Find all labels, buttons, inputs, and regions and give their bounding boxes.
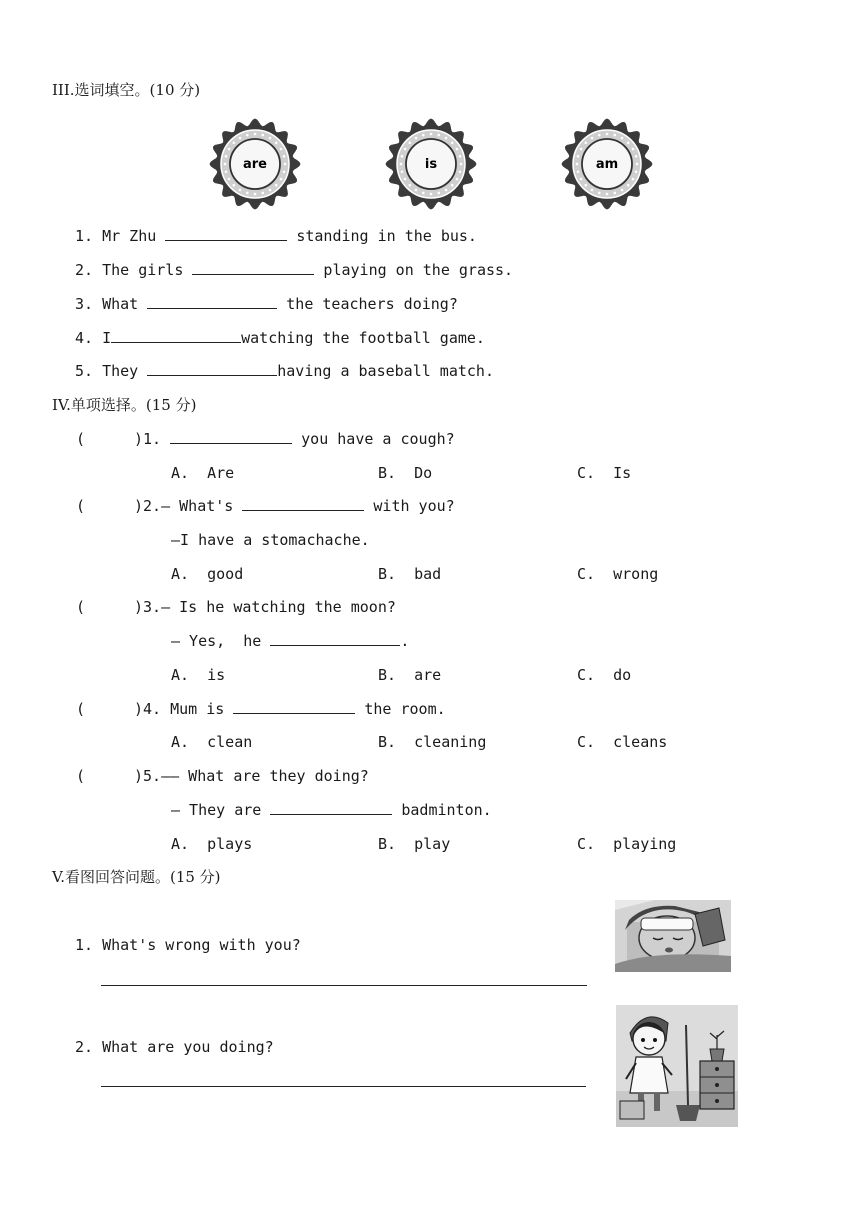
badge-dot [232, 141, 235, 144]
item-number: 2. [75, 1038, 94, 1056]
word-badge-text: is [424, 157, 438, 172]
option-c[interactable]: C. cleans [577, 733, 668, 751]
badge-dot [239, 189, 242, 192]
badge-dot [606, 133, 609, 136]
badge-dot [584, 141, 587, 144]
item-text-before: What [102, 295, 148, 313]
badge-dot [627, 141, 630, 144]
badge-dot [239, 137, 242, 140]
badge-dot [275, 141, 278, 144]
question-text-after: you have a cough? [292, 430, 455, 448]
badge-dot [261, 134, 264, 137]
question-text-after: badminton. [392, 801, 492, 819]
badge-dot [635, 170, 638, 173]
badge-dot [401, 155, 404, 158]
badge-dot [591, 189, 594, 192]
option-c[interactable]: C. wrong [577, 565, 659, 583]
option-a[interactable]: A. Are [171, 464, 235, 482]
word-badge-am [561, 118, 653, 210]
paren-close: ) [134, 598, 144, 616]
badge-dot [224, 163, 227, 166]
paren-open: ( [76, 430, 86, 448]
badge-dot [225, 170, 228, 173]
option-c[interactable]: C. Is [577, 464, 632, 482]
badge-dot [577, 155, 580, 158]
badge-dot [445, 189, 448, 192]
mc-question-2 [134, 496, 455, 516]
badge-dot [404, 178, 407, 181]
word-badge-is [385, 118, 477, 210]
option-c[interactable]: C. do [577, 666, 632, 684]
badge-dot [456, 178, 459, 181]
answer-blank[interactable] [165, 226, 287, 241]
badge-dot [451, 184, 454, 187]
item-text-after: playing on the grass. [314, 261, 514, 279]
badge-dot [228, 148, 231, 151]
paren-open: ( [76, 700, 86, 718]
badge-dot [400, 163, 403, 166]
badge-dot [635, 155, 638, 158]
badge-dot [408, 184, 411, 187]
paren-close: ) [134, 767, 144, 785]
question-number: 5. [143, 767, 162, 785]
paren-close: ) [134, 497, 144, 515]
badge-dot [632, 148, 635, 151]
question-number: 2. [143, 497, 162, 515]
item-number: 5. [75, 362, 94, 380]
badge-dot [584, 184, 587, 187]
question-text-after: . [400, 632, 410, 650]
badge-dot [228, 178, 231, 181]
badge-dot [437, 134, 440, 137]
badge-dot [580, 148, 583, 151]
question-text-after: the room. [355, 700, 446, 718]
word-badge-text: are [242, 157, 268, 172]
item-text-before: They [102, 362, 148, 380]
question-line-2 [171, 800, 492, 820]
girl-cleaning-picture [616, 1005, 738, 1127]
answer-blank[interactable] [242, 496, 364, 511]
question-number: 1. [143, 430, 162, 448]
badge-dot [430, 193, 433, 196]
question-text-before [161, 430, 170, 448]
fill-item-1 [75, 226, 477, 246]
paren-close: ) [134, 430, 144, 448]
paren-open: ( [76, 767, 86, 785]
option-b[interactable]: B. are [378, 666, 442, 684]
question-text: What are you doing? [102, 1038, 274, 1056]
badge-dot [445, 137, 448, 140]
answer-blank[interactable] [111, 328, 241, 343]
option-a[interactable]: A. clean [171, 733, 253, 751]
badge-dot [459, 155, 462, 158]
badge-dot [577, 170, 580, 173]
badge-dot [401, 170, 404, 173]
answer-blank[interactable] [147, 361, 277, 376]
option-c[interactable]: C. playing [577, 835, 677, 853]
badge-dot [415, 137, 418, 140]
question-line-2 [171, 631, 409, 651]
badge-dot [576, 163, 579, 166]
answer-blank[interactable] [170, 429, 292, 444]
badge-dot [598, 192, 601, 195]
badge-dot [261, 192, 264, 195]
item-text-after: standing in the bus. [287, 227, 477, 245]
item-text-after: watching the football game. [241, 329, 485, 347]
badge-dot [254, 133, 257, 136]
item-text-before: The girls [102, 261, 193, 279]
badge-dot [404, 148, 407, 151]
question-text-before: — What's [161, 497, 243, 515]
badge-dot [606, 193, 609, 196]
item-number: 2. [75, 261, 94, 279]
mc-question-3 [134, 597, 396, 617]
badge-dot [275, 184, 278, 187]
mc-question-1 [134, 429, 455, 449]
fill-item-3 [75, 294, 458, 314]
badge-dot [591, 137, 594, 140]
question-text: —— What are they doing? [161, 767, 369, 785]
fill-item-5 [75, 361, 494, 381]
badge-dot [456, 148, 459, 151]
badge-dot [613, 134, 616, 137]
question-text-before: Mum is [161, 700, 234, 718]
question-text: What's wrong with you? [102, 936, 301, 954]
item-number: 4. [75, 329, 94, 347]
option-b[interactable]: B. Do [378, 464, 433, 482]
badge-dot [284, 163, 287, 166]
badge-dot [598, 134, 601, 137]
item-number: 3. [75, 295, 94, 313]
badge-dot [280, 178, 283, 181]
question-line-2: —I have a stomachache. [171, 531, 370, 549]
picture-question-1 [75, 935, 301, 955]
badge-dot [580, 178, 583, 181]
badge-dot [437, 192, 440, 195]
option-a[interactable]: A. is [171, 666, 226, 684]
fill-item-2 [75, 260, 513, 280]
item-text-after: having a baseball match. [277, 362, 494, 380]
question-number: 3. [143, 598, 162, 616]
mc-question-4 [134, 699, 446, 719]
badge-dot [621, 189, 624, 192]
badge-dot [280, 148, 283, 151]
answer-blank[interactable] [233, 699, 355, 714]
paren-open: ( [76, 497, 86, 515]
paren-open: ( [76, 598, 86, 616]
section-4-heading: IV.单项选择。(15 分) [52, 396, 197, 414]
badge-dot [636, 163, 639, 166]
question-number: 4. [143, 700, 162, 718]
mc-question-5 [134, 766, 369, 786]
badge-dot [283, 170, 286, 173]
answer-blank[interactable] [147, 294, 277, 309]
item-text-after: the teachers doing? [277, 295, 458, 313]
answer-blank[interactable] [270, 631, 400, 646]
badge-dot [422, 192, 425, 195]
badge-dot [232, 184, 235, 187]
badge-dot [613, 192, 616, 195]
badge-dot [283, 155, 286, 158]
question-text: — Is he watching the moon? [161, 598, 396, 616]
badge-dot [246, 192, 249, 195]
badge-dot [460, 163, 463, 166]
badge-dot [246, 134, 249, 137]
word-badge-text: am [595, 157, 619, 172]
fill-item-4 [75, 328, 485, 348]
answer-blank[interactable] [270, 800, 392, 815]
option-b[interactable]: B. bad [378, 565, 442, 583]
answer-blank[interactable] [192, 260, 314, 275]
badge-dot [408, 141, 411, 144]
badge-dot [269, 137, 272, 140]
option-b[interactable]: B. cleaning [378, 733, 487, 751]
question-text-before: — Yes, he [171, 632, 271, 650]
badge-dot [269, 189, 272, 192]
badge-dot [254, 193, 257, 196]
option-b[interactable]: B. play [378, 835, 451, 853]
badge-dot [451, 141, 454, 144]
badge-dot [621, 137, 624, 140]
answer-line-2[interactable] [101, 1086, 586, 1087]
badge-dot [627, 184, 630, 187]
item-text-before: I [102, 329, 112, 347]
paren-close: ) [134, 700, 144, 718]
item-number: 1. [75, 227, 94, 245]
question-text-after: with you? [364, 497, 455, 515]
badge-dot [632, 178, 635, 181]
section-3-heading: III.选词填空。(10 分) [52, 81, 201, 99]
answer-line-1[interactable] [101, 985, 587, 986]
question-text-before: — They are [171, 801, 271, 819]
badge-dot [225, 155, 228, 158]
badge-dot [422, 134, 425, 137]
badge-dot [459, 170, 462, 173]
sick-child-picture [615, 900, 731, 972]
item-text-before: Mr Zhu [102, 227, 166, 245]
word-badge-are [209, 118, 301, 210]
section-5-heading: V.看图回答问题。(15 分) [52, 868, 221, 886]
option-a[interactable]: A. good [171, 565, 244, 583]
option-a[interactable]: A. plays [171, 835, 253, 853]
picture-question-2 [75, 1037, 274, 1057]
item-number: 1. [75, 936, 94, 954]
badge-dot [430, 133, 433, 136]
badge-dot [415, 189, 418, 192]
